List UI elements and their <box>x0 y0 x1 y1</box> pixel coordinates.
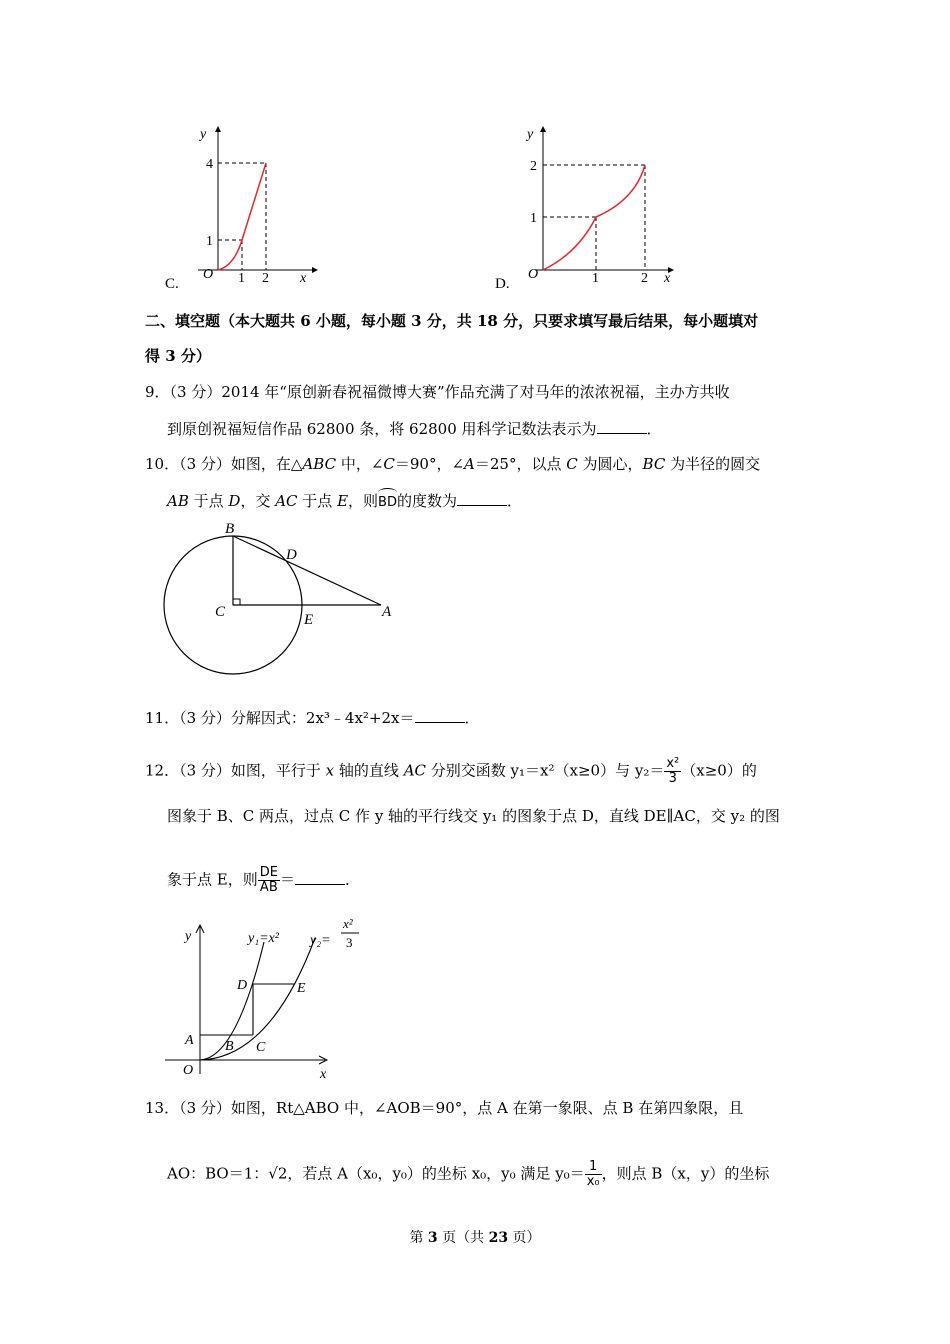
svg-text:O: O <box>183 1063 194 1078</box>
q13-line2: AO：BO＝1：√2，若点 A（x₀，y₀）的坐标 x₀，y₀ 满足 y₀＝ $\frac{1}{\text{x₀}}$ ，则点 B（x，y）的坐标 <box>167 1159 770 1189</box>
svg-text:C: C <box>215 604 226 620</box>
graph-c-curve <box>218 163 266 270</box>
q13-line1: 13．（3 分）如图，Rt△ABO 中，∠AOB＝90°，点 A 在第一象限、点 B 在第四象限，且 <box>145 1099 744 1117</box>
svg-text:4: 4 <box>206 157 213 172</box>
svg-text:E: E <box>297 981 306 996</box>
svg-text:D.: D. <box>495 276 510 292</box>
page-number: 3 <box>427 1230 438 1246</box>
section-heading: 二、填空题（本大题共 6 小题，每小题 3 分，共 18 分，只要求填写最后结果，每小题填对 <box>145 312 759 330</box>
page-footer: 第 3 页（共 23 页） <box>409 1230 541 1246</box>
svg-text:1: 1 <box>592 271 599 286</box>
svg-text:A: A <box>382 604 392 620</box>
svg-text:x²: x² <box>343 916 353 931</box>
svg-text:O: O <box>528 267 539 282</box>
answer-blank <box>457 491 507 506</box>
svg-text:A: A <box>185 1033 194 1048</box>
fraction: $\frac{DE}{AB}$ <box>259 865 278 895</box>
fraction: $\frac{1}{\text{x₀}}$ <box>586 1159 600 1189</box>
svg-text:y₂=: y₂= <box>310 933 331 948</box>
fraction: $\frac{\text{x²}}{3}$ <box>666 756 680 786</box>
svg-text:D: D <box>237 978 248 993</box>
svg-text:y: y <box>200 127 207 142</box>
answer-blank <box>295 870 345 885</box>
svg-text:B: B <box>225 521 235 537</box>
page-total: 23 <box>488 1230 509 1246</box>
svg-text:C: C <box>256 1040 266 1055</box>
svg-text:C.: C. <box>165 276 179 292</box>
svg-text:2: 2 <box>530 159 537 174</box>
graph-d <box>490 118 690 293</box>
svg-text:1: 1 <box>530 211 537 226</box>
arc-bd: BD <box>378 490 397 513</box>
q9-line2: 到原创祝福短信作品 62800 条，将 62800 用科学记数法表示为 ． <box>167 420 662 438</box>
svg-text:D: D <box>286 547 297 563</box>
svg-text:2: 2 <box>262 271 269 286</box>
answer-blank <box>415 708 465 723</box>
svg-text:x: x <box>664 271 671 286</box>
q11: 11．（3 分）分解因式：2x³﹣4x²+2x＝ ． <box>145 709 480 727</box>
svg-text:2: 2 <box>641 271 648 286</box>
q10-figure <box>155 515 405 685</box>
svg-text:B: B <box>225 1039 234 1054</box>
svg-text:1: 1 <box>206 234 213 249</box>
svg-text:x: x <box>300 271 307 286</box>
svg-text:3: 3 <box>346 935 353 950</box>
svg-text:O: O <box>203 267 214 282</box>
svg-text:y: y <box>527 127 534 142</box>
q9-line1: 9．（3 分）2014 年“原创新春祝福微博大赛”作品充满了对马年的浓浓祝福，主办方共收 <box>145 383 730 401</box>
svg-text:x: x <box>320 1067 327 1082</box>
svg-text:y: y <box>185 929 192 944</box>
svg-text:y₁=x²: y₁=x² <box>248 931 279 946</box>
graph-c <box>150 118 330 293</box>
answer-blank <box>597 419 647 434</box>
q10-line2: AB 于点 D，交 AC 于点 E，则 BD的度数为 ． <box>167 490 522 513</box>
arc-mark <box>378 488 397 497</box>
q12-line1: 12．（3 分）如图，平行于 x 轴的直线 AC 分别交函数 y₁＝x²（x≥0）与 y₂＝ $\frac{\text{x²}}{3}$ （x≥0）的 <box>145 756 757 786</box>
q12-line3: 象于点 E，则 $\frac{DE}{AB}$ ＝ ． <box>167 865 360 895</box>
q10-line1: 10．（3 分）如图，在△ABC 中，∠C＝90°，∠A＝25°，以点 C 为圆心，BC 为半径的圆交 <box>145 455 761 473</box>
svg-text:E: E <box>304 612 314 628</box>
q12-line2: 图象于 B、C 两点，过点 C 作 y 轴的平行线交 y₁ 的图象于点 D，直线 DE∥AC，交 y₂ 的图 <box>167 807 780 825</box>
svg-text:1: 1 <box>238 271 245 286</box>
q12-figure <box>160 912 380 1087</box>
section-heading-cont: 得 3 分） <box>145 347 211 365</box>
